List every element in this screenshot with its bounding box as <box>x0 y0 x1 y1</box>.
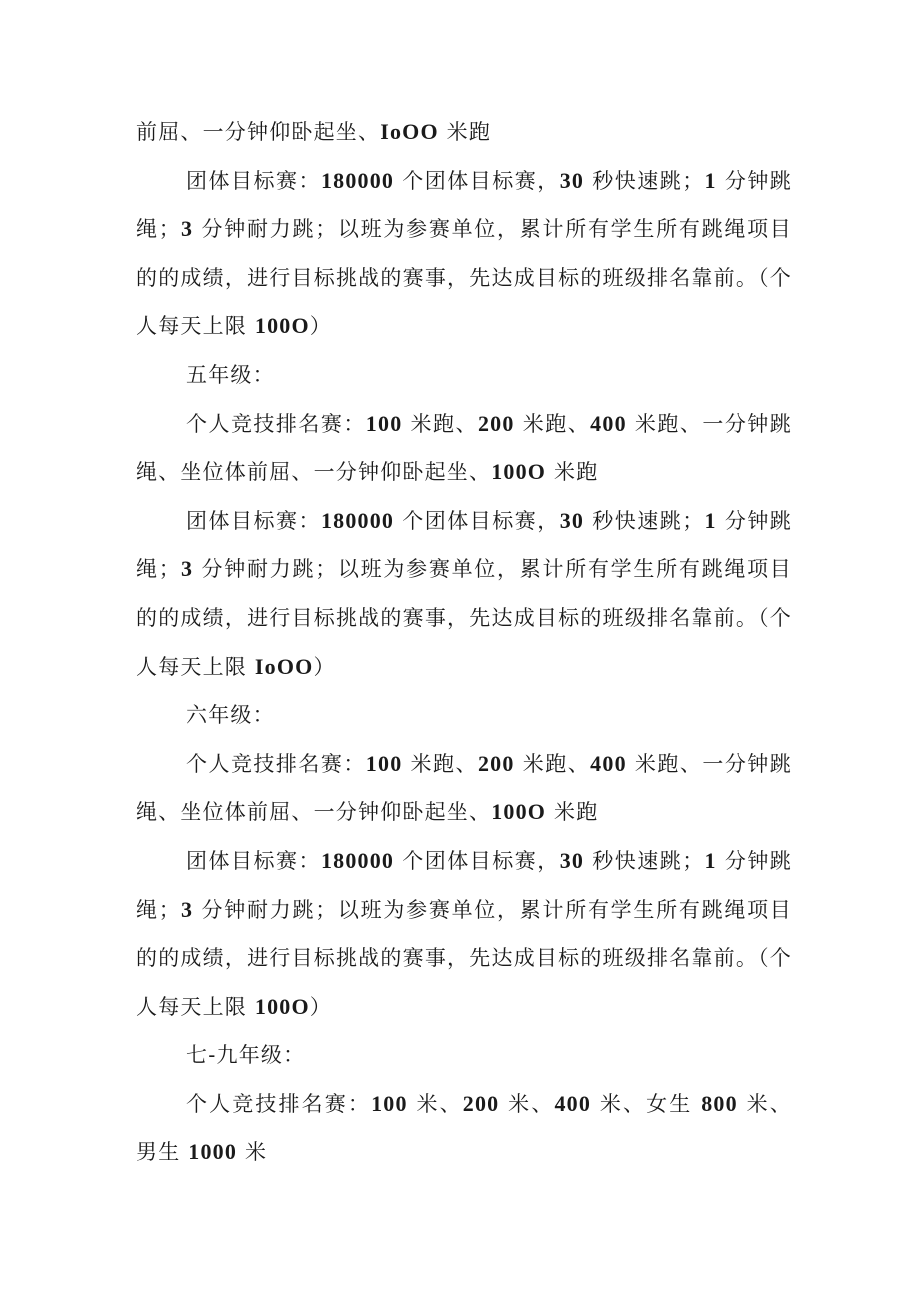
number-run: 400 <box>590 410 627 436</box>
text-run: 米跑、 <box>514 751 591 776</box>
text-run: 米跑 <box>546 800 599 825</box>
text-run: 个团体目标赛， <box>394 508 560 533</box>
text-run: 个人竞技排名赛： <box>186 751 366 776</box>
number-run: 1000 <box>188 1139 238 1165</box>
heading-grade-5 <box>136 351 792 400</box>
text-run: 米跑、 <box>514 411 591 436</box>
text-run: ） <box>313 654 336 679</box>
text-run: 分钟跳绳； <box>136 848 793 922</box>
number-run: 3 <box>180 556 194 582</box>
text-run: 分钟跳绳； <box>136 508 793 582</box>
text-run: 七-九年级： <box>186 1043 306 1068</box>
text-run: 米、 <box>499 1091 555 1116</box>
text-run: 个人竞技排名赛： <box>186 1091 372 1116</box>
text-run: 米跑、 <box>402 411 478 436</box>
number-run: 100O <box>254 993 310 1019</box>
number-run: 100O <box>491 799 547 825</box>
text-run: 米跑 <box>546 460 599 485</box>
number-run: 30 <box>559 167 585 193</box>
paragraph-individual-6 <box>136 740 792 837</box>
text-run: 米跑 <box>438 120 492 144</box>
number-run: 1 <box>704 507 717 533</box>
number-run: 200 <box>477 750 515 776</box>
number-run: 180000 <box>320 167 395 193</box>
number-run: 400 <box>590 750 627 776</box>
text-run: 米跑、 <box>402 751 478 776</box>
text-run: 分钟跳绳； <box>136 168 793 242</box>
number-run: 30 <box>559 847 585 873</box>
number-run: 180000 <box>320 847 395 873</box>
number-run: 100 <box>365 750 403 776</box>
text-run: 团体目标赛： <box>186 508 321 533</box>
heading-grade-7-9 <box>136 1031 792 1080</box>
text-run: 米 <box>237 1140 268 1165</box>
number-run: 30 <box>559 507 585 533</box>
text-run: 团体目标赛： <box>186 848 321 873</box>
number-run: 200 <box>462 1090 500 1116</box>
number-run: 3 <box>180 896 194 922</box>
text-run: 秒快速跳； <box>584 848 705 873</box>
number-run: 1 <box>704 847 717 873</box>
number-run: 800 <box>701 1090 738 1116</box>
number-run: IoOO <box>380 119 439 144</box>
text-run: 个团体目标赛， <box>394 168 560 193</box>
text-run: 秒快速跳； <box>584 168 705 193</box>
number-run: 100O <box>254 313 310 339</box>
text-run: 米跑、一分钟跳绳、坐位体前屈、一分钟仰卧起坐、 <box>136 751 792 825</box>
text-run: 六年级： <box>186 703 275 728</box>
heading-grade-6 <box>136 691 792 740</box>
number-run: 200 <box>477 410 515 436</box>
number-run: 100 <box>371 1090 408 1116</box>
text-run: 米、 <box>407 1091 463 1116</box>
paragraph-continuation <box>136 108 792 157</box>
paragraph-team-target-4 <box>136 157 792 351</box>
text-run: 分钟耐力跳；以班为参赛单位，累计所有学生所有跳绳项目的的成绩，进行目标挑战的赛事，先达成目标的班级排名靠前。（个人每天上限 <box>136 217 792 339</box>
text-run: 米跑、一分钟跳绳、坐位体前屈、一分钟仰卧起坐、 <box>136 411 792 485</box>
text-run: 米、男生 <box>136 1091 792 1165</box>
paragraph-team-target-6 <box>136 837 792 1031</box>
text-run: 团体目标赛： <box>186 168 321 193</box>
text-run: 五年级： <box>186 362 275 387</box>
number-run: 100O <box>491 459 547 485</box>
number-run: 180000 <box>320 507 395 533</box>
paragraph-individual-7-9 <box>136 1080 792 1177</box>
number-run: IoOO <box>254 653 314 679</box>
number-run: 400 <box>554 1090 592 1116</box>
text-run: 个团体目标赛， <box>394 848 560 873</box>
text-run: 米、女生 <box>591 1091 702 1116</box>
paragraph-team-target-5 <box>136 497 792 691</box>
text-run: ） <box>309 314 332 339</box>
text-run: 秒快速跳； <box>584 508 705 533</box>
text-run: 分钟耐力跳；以班为参赛单位，累计所有学生所有跳绳项目的的成绩，进行目标挑战的赛事，先达成目标的班级排名靠前。（个人每天上限 <box>136 557 792 679</box>
text-run: 个人竞技排名赛： <box>186 411 366 436</box>
text-run: 前屈、一分钟仰卧起坐、 <box>136 120 381 144</box>
text-run: ） <box>309 994 332 1019</box>
paragraph-individual-5 <box>136 400 792 497</box>
number-run: 3 <box>180 216 194 242</box>
text-run: 分钟耐力跳；以班为参赛单位，累计所有学生所有跳绳项目的的成绩，进行目标挑战的赛事，先达成目标的班级排名靠前。（个人每天上限 <box>136 897 792 1019</box>
number-run: 100 <box>365 410 403 436</box>
number-run: 1 <box>704 167 717 193</box>
